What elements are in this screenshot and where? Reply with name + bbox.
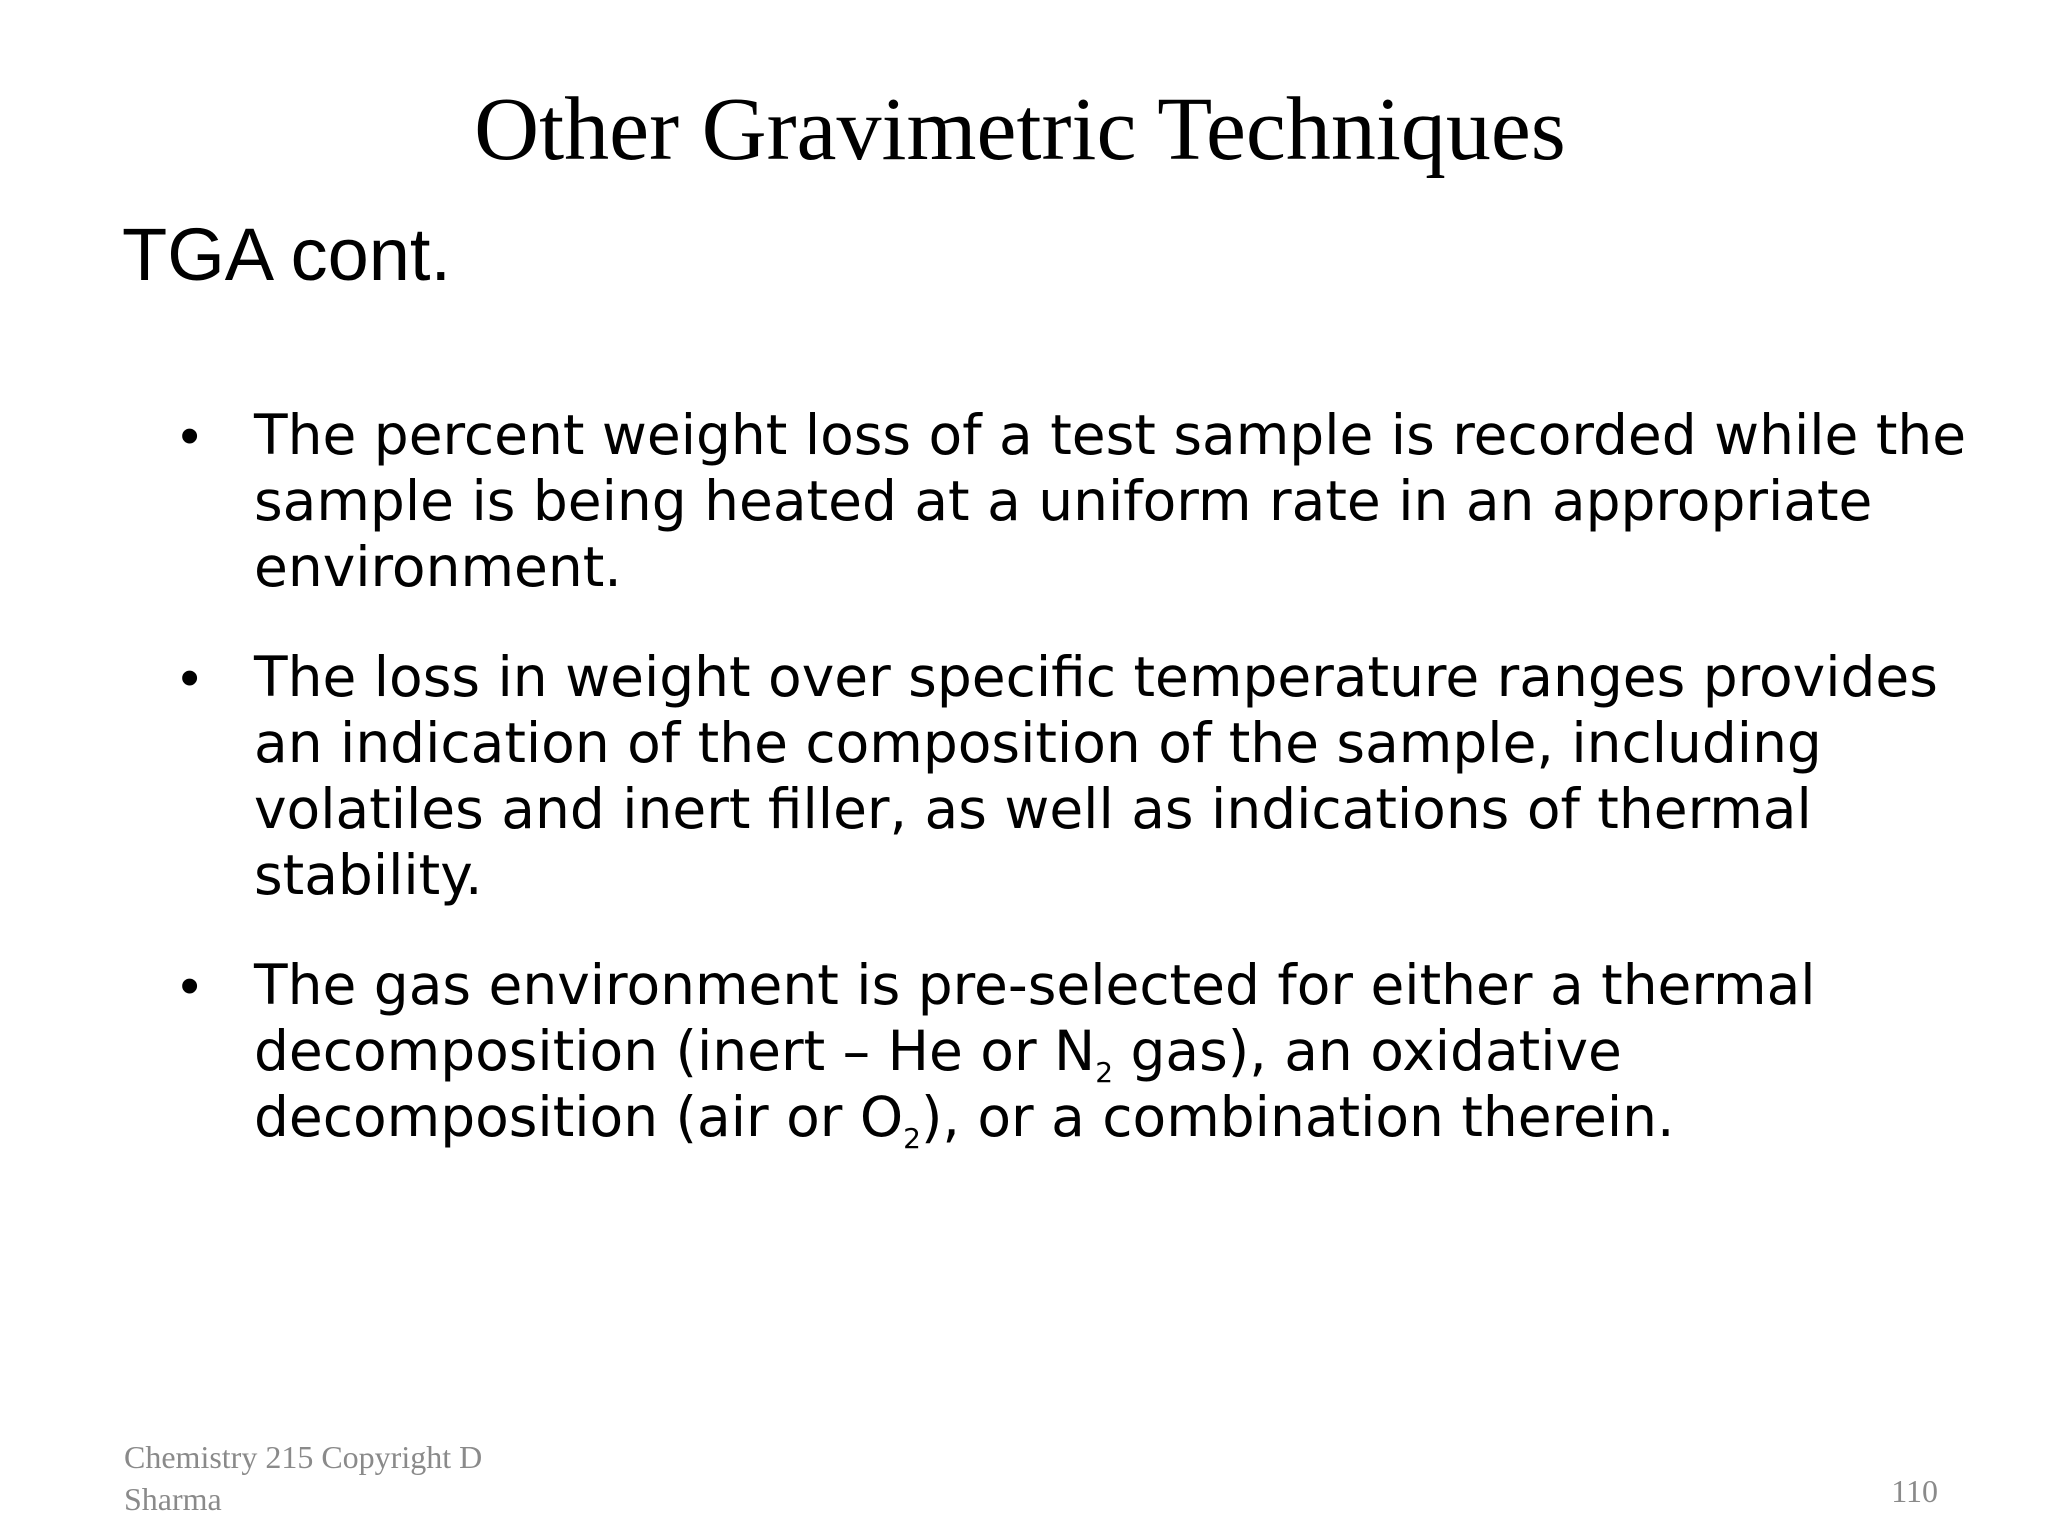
bullet-text-part: gas), an oxidative decomposition (air or O — [254, 1019, 1622, 1149]
bullet-text-part: ), or a combination therein. — [920, 1085, 1675, 1149]
subscript: 2 — [1095, 1056, 1114, 1089]
bullet-item-composition — [172, 644, 2022, 908]
footer-copyright: Chemistry 215 Copyright D Sharma — [124, 1439, 483, 1517]
bullet-item-weight-loss — [172, 402, 2022, 600]
subscript: 2 — [903, 1122, 921, 1155]
bullet-item-gas-environment — [172, 952, 2022, 1155]
slide-title: Other Gravimetric Techniques — [474, 80, 1566, 179]
page-number: 110 — [1891, 1473, 1938, 1509]
bullet-icon: • — [180, 646, 200, 708]
bullet-text: The percent weight loss of a test sample is recorded while the sample is being heated at a uniform rate in an appropriate environment. — [254, 403, 1967, 599]
bullet-text-part: The gas environment is pre-selected for either a thermal decomposition (inert – He or N — [254, 953, 1816, 1083]
bullet-list — [172, 402, 2022, 1194]
bullet-icon: • — [180, 404, 200, 466]
bullet-text: The loss in weight over specific temperature ranges provides an indication of the composition of the sample, including volatiles and inert filler, as well as indications of thermal stability. — [254, 645, 1938, 907]
bullet-icon: • — [180, 954, 200, 1016]
slide-subtitle: TGA cont. — [122, 213, 452, 296]
